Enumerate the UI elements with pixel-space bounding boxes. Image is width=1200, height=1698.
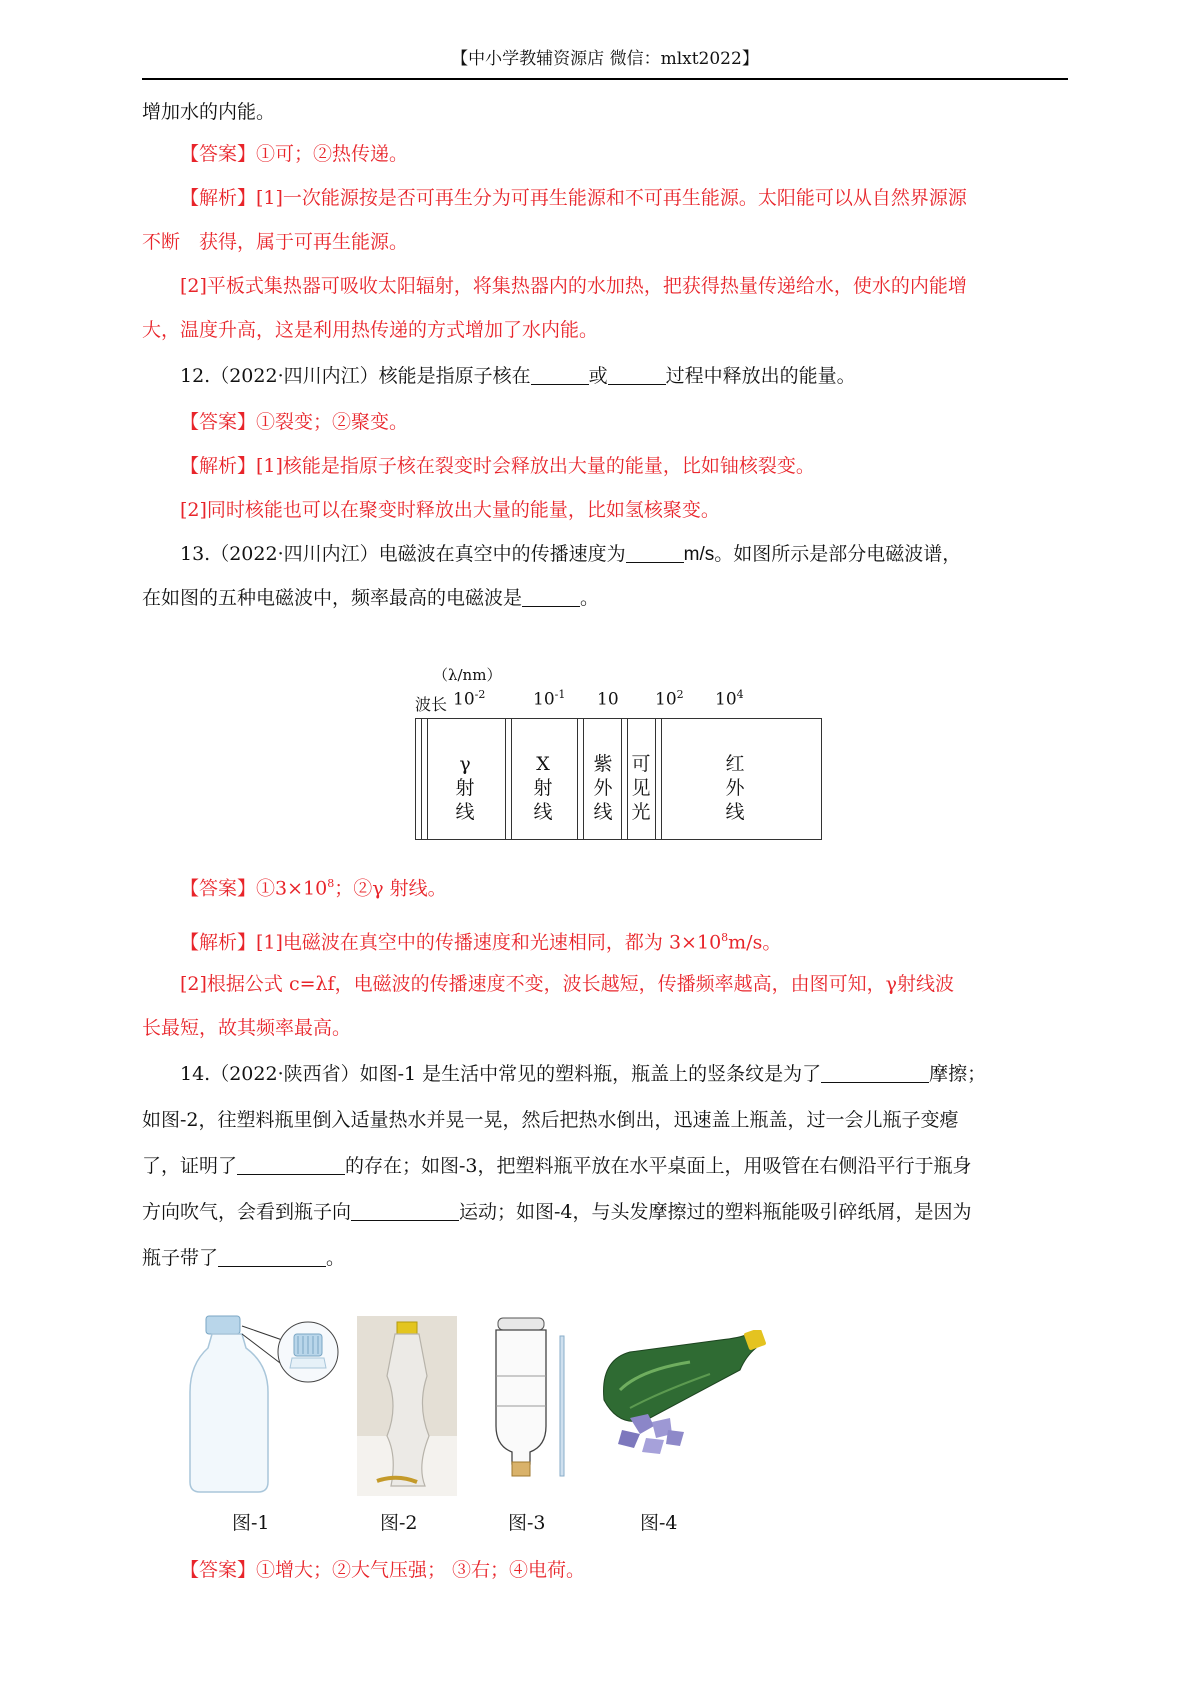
q11-analysis-1: [180, 184, 1068, 212]
q14-line-2: 如图-2，往塑料瓶里倒入适量热水并晃一晃，然后把热水倒出，迅速盖上瓶盖，过一会儿瓶子变瘪: [142, 1109, 959, 1131]
q12-answer: [180, 408, 1068, 436]
answer-text: ①增大；②大气压强； ③右；④电荷。: [256, 1559, 586, 1581]
figure-3-bottle-and-straw: [490, 1316, 570, 1486]
answer-text: ①裂变；②聚变。: [256, 411, 409, 433]
x-ray-cell: X 射 线: [533, 753, 553, 823]
q14-text-end: 运动；如图-4，与头发摩擦过的塑料瓶能吸引碎纸屑，是因为: [459, 1201, 972, 1223]
paragraph-continued: 增加水的内能。: [142, 101, 276, 123]
divider: [505, 718, 506, 840]
q14-line-4: [142, 1198, 1068, 1226]
q13-analysis-1: [180, 924, 1068, 956]
ultraviolet-cell: 紫 外 线: [593, 753, 613, 823]
q12-question: [180, 362, 1068, 390]
divider: [421, 718, 422, 840]
figure-2-caption: 图-2: [380, 1512, 418, 1534]
q11-analysis-2a: [2]平板式集热器可吸收太阳辐射，将集热器内的水加热，把获得热量传递给水，使水的内能增: [180, 275, 967, 297]
tick-label: $10^{-2}$: [453, 688, 486, 710]
q14-text: 方向吹气，会看到瓶子向: [142, 1201, 352, 1223]
figure-4-caption: 图-4: [640, 1512, 678, 1534]
q14-text: 14.（2022·陕西省）如图-1 是生活中常见的塑料瓶，瓶盖上的竖条纹是为了: [180, 1063, 822, 1085]
infrared-cell: 红 外 线: [725, 753, 745, 823]
answer-tag: 【答案】: [180, 411, 257, 433]
tick-label: 10: [597, 689, 619, 710]
q13-end: 。: [580, 587, 600, 609]
blank-4[interactable]: [218, 1248, 326, 1267]
analysis-text: [1]一次能源按是否可再生分为可再生能源和不可再生能源。太阳能可以从自然界源源: [256, 187, 967, 209]
answer-text: ①可；②热传递。: [256, 143, 409, 165]
q11-analysis-1b: 不断 获得，属于可再生能源。: [142, 231, 409, 253]
lambda-label: （λ/nm）: [433, 666, 502, 684]
blank-3[interactable]: [351, 1202, 459, 1221]
answer-text-2: ；②γ 射线。: [334, 877, 447, 900]
wavelength-label: 波长: [415, 695, 448, 714]
q14-answer: [180, 1556, 1068, 1584]
answer-text: ①3×10: [256, 877, 328, 900]
q13-text-2: 在如图的五种电磁波中，频率最高的电磁波是: [142, 587, 523, 609]
visible-light-cell: 可 见 光: [631, 753, 651, 823]
blank-2[interactable]: [522, 588, 580, 607]
tick-label: $10^{-1}$: [533, 688, 566, 710]
answer-tag: 【答案】: [180, 143, 257, 165]
analysis-text: [1]电磁波在真空中的传播速度和光速相同，都为 3×10: [256, 931, 722, 954]
q12-analysis-1: [180, 452, 1068, 480]
unit: m/s: [683, 544, 715, 565]
figure-3-caption: 图-3: [508, 1512, 546, 1534]
q11-analysis-2b: 大，温度升高，这是利用热传递的方式增加了水内能。: [142, 319, 599, 341]
tick-label: $10^4$: [715, 688, 744, 710]
analysis-text-2: m/s。: [728, 931, 782, 954]
q14-line-3: [142, 1152, 1068, 1180]
q12-end: 过程中释放出的能量。: [665, 365, 856, 387]
q12-text: 12.（2022·四川内江）核能是指原子核在: [180, 365, 531, 387]
figure-4-charged-bottle-photo: [600, 1330, 770, 1460]
gamma-ray-cell: γ 射 线: [455, 753, 475, 823]
q14-text-end: 摩擦；: [929, 1063, 987, 1085]
analysis-text: [1]核能是指原子核在裂变时会释放出大量的能量，比如铀核裂变。: [256, 455, 815, 477]
q13-question-2: [142, 584, 1068, 612]
divider: [583, 718, 584, 840]
divider: [427, 718, 428, 840]
q14-text: 瓶子带了: [142, 1247, 219, 1269]
answer-tag: 【答案】: [180, 1559, 257, 1581]
q12-analysis-2: [2]同时核能也可以在聚变时释放出大量的能量，比如氢核聚变。: [180, 499, 720, 521]
divider: [655, 718, 656, 840]
q13-text: 13.（2022·四川内江）电磁波在真空中的传播速度为: [180, 543, 626, 565]
q14-text-end: 的存在；如图-3，把塑料瓶平放在水平桌面上，用吸管在右侧沿平行于瓶身: [345, 1155, 972, 1177]
exponent: 8: [327, 877, 335, 890]
blank-1[interactable]: [531, 366, 589, 385]
exponent: 8: [721, 931, 729, 944]
q14-line-5: [142, 1244, 1068, 1272]
divider: [661, 718, 662, 840]
blank-2[interactable]: [237, 1156, 345, 1175]
q13-mid: 。如图所示是部分电磁波谱，: [714, 543, 962, 565]
answer-tag: 【答案】: [180, 877, 257, 900]
blank-1[interactable]: [821, 1064, 929, 1083]
divider: [577, 718, 578, 840]
page-header: 【中小学教辅资源店 微信：mlxt2022】: [142, 48, 1068, 80]
divider: [621, 718, 622, 840]
figure-1-caption: 图-1: [232, 1512, 270, 1534]
q13-answer: [180, 870, 1068, 902]
q13-question: [180, 540, 1068, 569]
divider: [511, 718, 512, 840]
q14-text-end: 。: [326, 1247, 346, 1269]
blank-2[interactable]: [608, 366, 666, 385]
q13-analysis-2b: 长最短，故其频率最高。: [142, 1017, 352, 1039]
analysis-tag: 【解析】: [180, 187, 257, 209]
blank-1[interactable]: [626, 544, 684, 563]
analysis-tag: 【解析】: [180, 455, 257, 477]
tick-label: $10^2$: [655, 688, 684, 710]
q14-text: 了，证明了: [142, 1155, 238, 1177]
analysis-tag: 【解析】: [180, 931, 257, 954]
q13-analysis-2a: [2]根据公式 c=λf，电磁波的传播速度不变，波长越短，传播频率越高，由图可知，γ射线波: [180, 973, 954, 995]
figure-2-crushed-bottle-photo: [357, 1316, 457, 1496]
q12-mid: 或: [588, 365, 608, 387]
figure-1-bottle-illustration: [188, 1312, 353, 1497]
q11-answer: [180, 140, 1068, 168]
em-spectrum-diagram: [415, 662, 835, 852]
q14-line-1: [180, 1060, 1068, 1088]
